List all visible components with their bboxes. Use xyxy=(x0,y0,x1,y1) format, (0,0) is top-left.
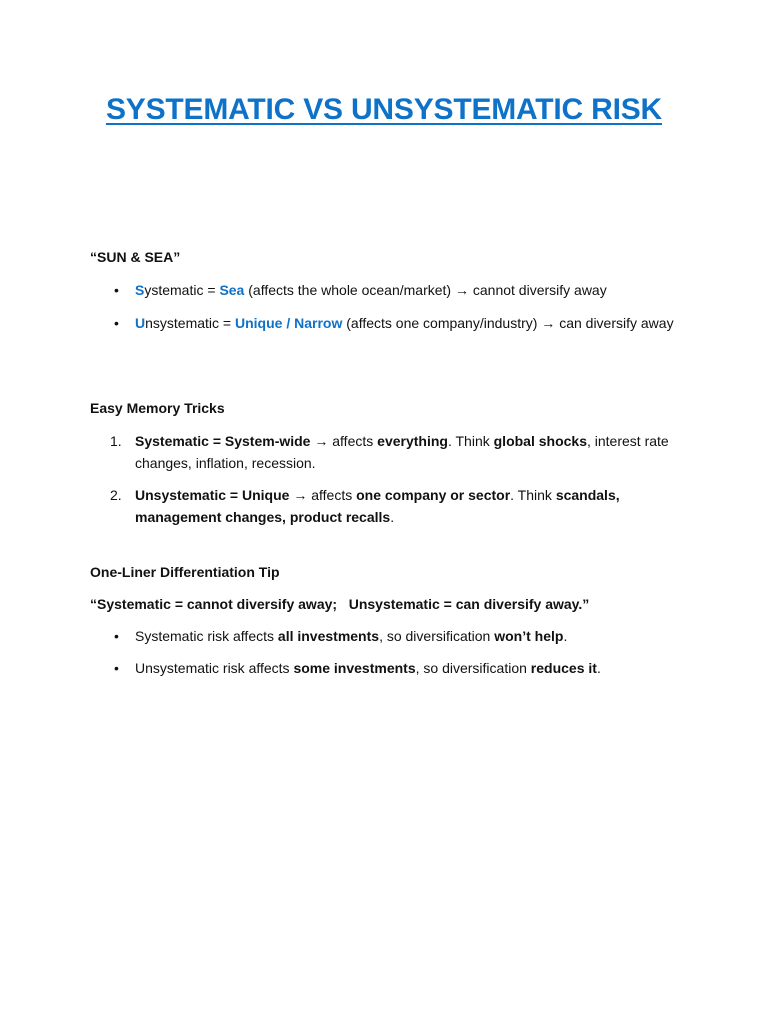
item-bold: Systematic = System-wide xyxy=(135,433,311,449)
item-text: (affects the whole ocean/market) → cannot diversify away xyxy=(244,282,607,298)
letter-highlight: S xyxy=(135,282,145,298)
item-text: . xyxy=(596,660,601,676)
item-bold: reduces it xyxy=(530,660,597,676)
bullet-marker: • xyxy=(114,315,119,331)
word-rest: ystematic = xyxy=(144,282,220,298)
list-item xyxy=(90,430,690,474)
list-item xyxy=(90,484,690,528)
list-item xyxy=(90,657,690,679)
item-text: , so diversification xyxy=(379,628,495,644)
memory-tricks-section xyxy=(90,397,690,419)
bullet-marker: • xyxy=(114,628,119,644)
sun-sea-section xyxy=(90,246,690,268)
list-item xyxy=(90,279,690,301)
one-liner-section xyxy=(90,561,690,583)
memory-tricks-list xyxy=(90,430,690,528)
one-liner-quote: “Systematic = cannot diversify away; Unsystematic = can diversify away.” xyxy=(90,596,590,612)
sun-sea-heading: “SUN & SEA” xyxy=(90,249,181,265)
item-text: → affects xyxy=(289,487,357,503)
item-bold: one company or sector xyxy=(356,487,511,503)
mnemonic-key: Sea xyxy=(219,282,245,298)
list-item xyxy=(90,312,690,334)
item-bold: all investments xyxy=(277,628,380,644)
one-liner-heading: One-Liner Differentiation Tip xyxy=(90,564,280,580)
item-bold: Unsystematic = Unique xyxy=(135,487,290,503)
word-rest: nsystematic = xyxy=(145,315,235,331)
item-bold: some investments xyxy=(293,660,416,676)
item-text: . xyxy=(563,628,568,644)
item-bold: won’t help xyxy=(494,628,564,644)
bullet-marker: • xyxy=(114,660,119,676)
item-text: Systematic risk affects xyxy=(135,628,278,644)
bullet-marker: • xyxy=(114,282,119,298)
item-bold: global shocks xyxy=(493,433,587,449)
list-item xyxy=(90,625,690,647)
item-bold: everything xyxy=(377,433,448,449)
page-title: SYSTEMATIC VS UNSYSTEMATIC RISK xyxy=(105,93,663,126)
letter-highlight: U xyxy=(135,315,146,331)
sun-sea-list xyxy=(90,279,690,334)
item-number: 2. xyxy=(110,487,122,503)
item-text: → affects xyxy=(310,433,378,449)
item-text: , so diversification xyxy=(415,660,531,676)
item-text: (affects one company/industry) → can diversify away xyxy=(342,315,674,331)
one-liner-list xyxy=(90,625,690,679)
item-number: 1. xyxy=(110,433,122,449)
item-text: . xyxy=(390,509,395,525)
item-text: Unsystematic risk affects xyxy=(135,660,294,676)
item-text: . Think xyxy=(510,487,556,503)
item-text: . Think xyxy=(447,433,494,449)
item-bold: scandals, management changes, product recalls xyxy=(135,487,620,525)
memory-tricks-heading: Easy Memory Tricks xyxy=(90,400,225,416)
mnemonic-key: Unique / Narrow xyxy=(235,315,343,331)
item-text: , interest rate changes, inflation, recession. xyxy=(135,433,669,471)
